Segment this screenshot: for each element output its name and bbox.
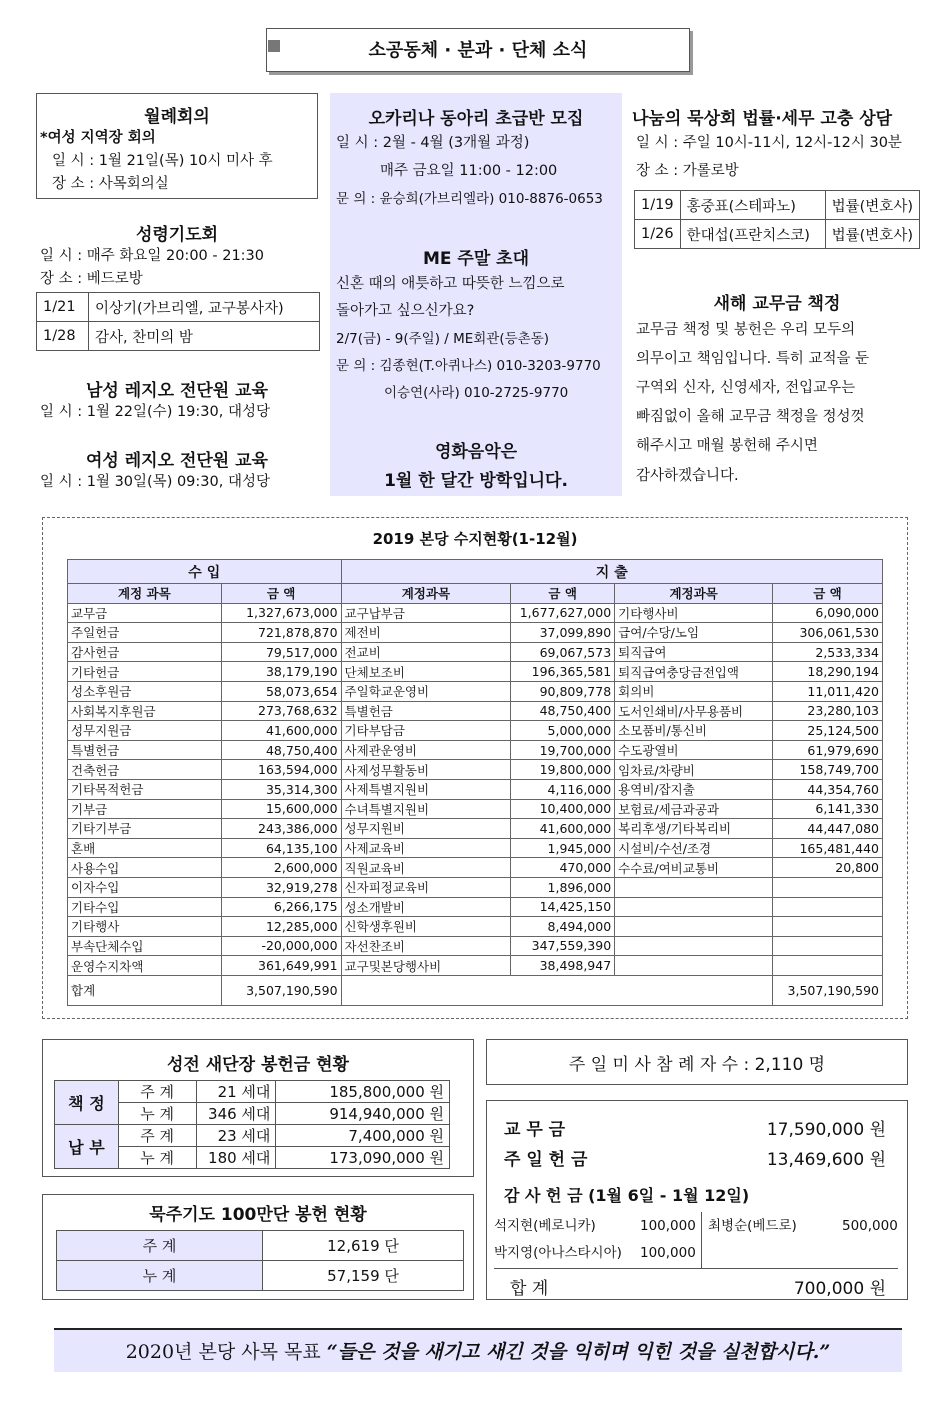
amount-cell: 20,800 [773, 858, 883, 878]
table-row [68, 819, 883, 839]
table-row [68, 603, 883, 623]
amount-cell: 273,768,632 [221, 701, 341, 721]
amount-cell: 35,314,300 [221, 779, 341, 799]
amount-cell: 1,945,000 [511, 838, 615, 858]
me-contact-1: 문 의 : 김종현(T.아퀴나스) 010-3203-9770 [336, 358, 601, 374]
dues-line-2: 의무이고 책임입니다. 특히 교적을 둔 [636, 351, 870, 367]
table-cell: 법률(변호사) [825, 220, 919, 249]
amount-cell: 25,124,500 [773, 721, 883, 741]
amount-cell: 165,481,440 [773, 838, 883, 858]
table-row [68, 897, 883, 917]
ocarina-weekly: 매주 금요일 11:00 - 12:00 [380, 163, 558, 179]
amount-cell: 12,285,000 [221, 917, 341, 937]
me-line-2: 돌아가고 싶으신가요? [336, 303, 475, 319]
table-row [68, 642, 883, 662]
amount-cell: 69,067,573 [511, 642, 615, 662]
amount-cell: 2,600,000 [221, 858, 341, 878]
expense-header: 지 출 [341, 560, 882, 584]
account-cell: 기타행사비 [615, 603, 773, 623]
dues-total-label-text: 교 무 금 [504, 1120, 566, 1140]
table-row [635, 220, 920, 249]
account-cell [615, 897, 773, 917]
amount-cell [773, 897, 883, 917]
amount-cell: 19,700,000 [511, 740, 615, 760]
amount-cell: 306,061,530 [773, 623, 883, 643]
column-header: 계정과목 [341, 584, 511, 604]
account-cell: 용역비/잡지출 [615, 779, 773, 799]
spirit-prayer-time: 일 시 : 매주 화요일 20:00 - 21:30 [40, 248, 265, 264]
legal-time: 일 시 : 주일 10시-11시, 12시-12시 30분 [636, 135, 902, 151]
amount-cell: 19,800,000 [511, 760, 615, 780]
dues-line-5: 해주시고 매월 봉헌해 주시면 [636, 438, 818, 454]
account-cell: 이자수입 [68, 877, 222, 897]
monthly-meeting-title: 월례회의 [144, 107, 210, 127]
account-cell: 기타헌금 [68, 662, 222, 682]
monthly-meeting-sub: *여성 지역장 회의 [40, 130, 156, 146]
account-cell: 복리후생/기타복리비 [615, 819, 773, 839]
table-cell: 법률(변호사) [825, 191, 919, 220]
account-cell: 성소개발비 [341, 897, 511, 917]
spirit-prayer-title: 성령기도회 [135, 225, 219, 245]
account-cell: 퇴직급여충당금전입액 [615, 662, 773, 682]
title-square-icon [268, 40, 280, 52]
account-cell [615, 877, 773, 897]
table-cell: 57,159 단 [263, 1261, 464, 1291]
account-cell: 사용수입 [68, 858, 222, 878]
legal-table [634, 190, 920, 249]
amount-cell: 6,266,175 [221, 897, 341, 917]
table-cell: 1/21 [37, 293, 89, 322]
table-cell: 납 부 [55, 1125, 119, 1169]
account-cell: 소모품비/통신비 [615, 721, 773, 741]
table-row [68, 662, 883, 682]
account-cell: 자선찬조비 [341, 936, 511, 956]
page-title-text: 소공동체 · 분과 · 단체 소식 [368, 40, 588, 61]
table-row [68, 584, 883, 604]
men-legio-title: 남성 레지오 전단원 교육 [86, 381, 268, 401]
account-cell: 신자피정교육비 [341, 877, 511, 897]
table-cell: 누 계 [118, 1103, 196, 1125]
table-cell: 173,090,000 원 [276, 1147, 450, 1169]
table-row [68, 740, 883, 760]
amount-cell: 721,878,870 [221, 623, 341, 643]
amount-cell: 48,750,400 [511, 701, 615, 721]
table-cell: 주 계 [118, 1125, 196, 1147]
dues-line-4: 빠짐없이 올해 교무금 책정을 정성껏 [636, 409, 865, 425]
offering-table [54, 1080, 450, 1169]
table-cell: 주 계 [118, 1081, 196, 1103]
amount-cell: 8,494,000 [511, 917, 615, 937]
income-total: 3,507,190,590 [221, 975, 341, 1005]
account-cell [615, 917, 773, 937]
me-contact-2: 이승연(사라) 010-2725-9770 [384, 385, 569, 401]
choir-line-1: 영화음악은 [434, 442, 518, 462]
expense-total: 3,507,190,590 [773, 975, 883, 1005]
table-row [68, 799, 883, 819]
dues-title: 새해 교무금 책정 [713, 294, 841, 314]
table-row [68, 975, 883, 1005]
account-cell: 보험료/세금과공과 [615, 799, 773, 819]
me-line-1: 신혼 때의 애틋하고 따뜻한 느낌으로 [336, 276, 565, 292]
account-cell: 직원교육비 [341, 858, 511, 878]
amount-cell: 44,354,760 [773, 779, 883, 799]
account-cell: 기타행사 [68, 917, 222, 937]
table-row [68, 721, 883, 741]
monthly-meeting-time: 일 시 : 1월 21일(목) 10시 미사 후 [52, 153, 273, 169]
amount-cell: -20,000,000 [221, 936, 341, 956]
income-header: 수 입 [68, 560, 342, 584]
amount-cell: 196,365,581 [511, 662, 615, 682]
account-cell: 사회복지후원금 [68, 701, 222, 721]
account-cell: 수녀특별지원비 [341, 799, 511, 819]
account-cell: 사제성무활동비 [341, 760, 511, 780]
donor-name: 석지현(베로니카) [494, 1218, 596, 1234]
table-cell: 914,940,000 원 [276, 1103, 450, 1125]
amount-cell: 6,090,000 [773, 603, 883, 623]
thanks-title: 감 사 헌 금 (1월 6일 - 1월 12일) [504, 1186, 750, 1205]
column-header: 계정 과목 [68, 584, 222, 604]
table-cell: 홍중표(스테파노) [680, 191, 825, 220]
rosary-table [56, 1230, 464, 1291]
amount-cell: 41,600,000 [221, 721, 341, 741]
amount-cell: 14,425,150 [511, 897, 615, 917]
account-cell: 혼배 [68, 838, 222, 858]
account-cell: 부속단체수입 [68, 936, 222, 956]
women-legio-time: 일 시 : 1월 30일(목) 09:30, 대성당 [40, 474, 270, 490]
rosary-title: 묵주기도 100만단 봉헌 현황 [149, 1205, 367, 1225]
amount-cell: 15,600,000 [221, 799, 341, 819]
table-cell: 책 정 [55, 1081, 119, 1125]
amount-cell: 11,011,420 [773, 681, 883, 701]
account-cell: 전교비 [341, 642, 511, 662]
table-cell: 7,400,000 원 [276, 1125, 450, 1147]
account-cell: 제전비 [341, 623, 511, 643]
donor-list [494, 1212, 898, 1268]
donor-name: 최병순(베드로) [708, 1218, 797, 1234]
table-row [68, 560, 883, 584]
account-cell: 성소후원금 [68, 681, 222, 701]
account-cell: 감사헌금 [68, 642, 222, 662]
account-cell: 신학생후원비 [341, 917, 511, 937]
table-row [37, 322, 320, 351]
page-title [266, 28, 690, 72]
account-cell: 임차료/차량비 [615, 760, 773, 780]
legal-place: 장 소 : 가롤로방 [636, 163, 739, 179]
account-cell: 특별헌금 [68, 740, 222, 760]
table-row [68, 956, 883, 976]
table-row [68, 681, 883, 701]
account-cell: 사제특별지원비 [341, 779, 511, 799]
table-cell: 감사, 찬미의 밤 [89, 322, 320, 351]
finance-title: 2019 본당 수지현황(1-12월) [372, 530, 578, 548]
amount-cell: 48,750,400 [221, 740, 341, 760]
table-cell: 12,619 단 [263, 1231, 464, 1261]
table-cell: 누 계 [118, 1147, 196, 1169]
table-row [57, 1231, 464, 1261]
account-cell: 기타수입 [68, 897, 222, 917]
dues-line-1: 교무금 책정 및 봉헌은 우리 모두의 [636, 322, 856, 338]
donor-amount: 100,000 [640, 1245, 696, 1261]
attendance-text: 주 일 미 사 참 례 자 수 : 2,110 명 [568, 1055, 826, 1075]
sunday-total-label: 주 일 헌 금 [504, 1150, 588, 1170]
amount-cell: 1,896,000 [511, 877, 615, 897]
table-cell: 누 계 [57, 1261, 263, 1291]
account-cell: 단체보조비 [341, 662, 511, 682]
table-row [68, 858, 883, 878]
table-cell: 346 세대 [196, 1103, 276, 1125]
account-cell: 퇴직급여 [615, 642, 773, 662]
account-cell: 교무금 [68, 603, 222, 623]
amount-cell [773, 917, 883, 937]
account-cell: 기타부담금 [341, 721, 511, 741]
amount-cell: 32,919,278 [221, 877, 341, 897]
thanks-sum-value: 700,000 원 [793, 1279, 886, 1299]
amount-cell: 41,600,000 [511, 819, 615, 839]
account-cell: 기타목적헌금 [68, 779, 222, 799]
dues-label-spread [504, 1115, 732, 1140]
donor-amount: 500,000 [842, 1218, 898, 1234]
column-header: 계정과목 [615, 584, 773, 604]
me-title: ME 주말 초대 [422, 249, 530, 269]
account-cell: 건축헌금 [68, 760, 222, 780]
ocarina-title: 오카리나 동아리 초급반 모집 [368, 109, 584, 129]
account-cell: 사제교육비 [341, 838, 511, 858]
amount-cell: 2,533,334 [773, 642, 883, 662]
ocarina-contact: 문 의 : 윤승희(가브리엘라) 010-8876-0653 [336, 191, 603, 207]
sunday-total-value: 13,469,600 원 [766, 1150, 886, 1170]
pastoral-motto [54, 1328, 902, 1372]
table-cell [341, 975, 772, 1005]
amount-cell: 163,594,000 [221, 760, 341, 780]
account-cell: 기타기부금 [68, 819, 222, 839]
amount-cell: 4,116,000 [511, 779, 615, 799]
account-cell: 성무지원비 [341, 819, 511, 839]
legal-title: 나눔의 묵상회 법률·세무 고충 상담 [632, 109, 893, 129]
total-label: 합계 [68, 975, 222, 1005]
table-cell: 이상기(가브리엘, 교구봉사자) [89, 293, 320, 322]
donor-amount: 100,000 [640, 1218, 696, 1234]
table-row [57, 1261, 464, 1291]
table-row [68, 936, 883, 956]
table-row [68, 623, 883, 643]
amount-cell: 64,135,100 [221, 838, 341, 858]
dues-total-value: 17,590,000 원 [766, 1120, 886, 1140]
ocarina-time: 일 시 : 2월 - 4월 (3개월 과정) [336, 135, 530, 151]
table-row [68, 779, 883, 799]
donor-name: 박지영(아나스타시아) [494, 1245, 622, 1261]
motto-prefix: 2020년 본당 사목 목표 [125, 1341, 321, 1363]
account-cell: 운영수지차액 [68, 956, 222, 976]
table-row [68, 877, 883, 897]
account-cell: 주일헌금 [68, 623, 222, 643]
column-header: 금 액 [221, 584, 341, 604]
table-row [68, 838, 883, 858]
table-cell: 주 계 [57, 1231, 263, 1261]
amount-cell: 58,073,654 [221, 681, 341, 701]
offering-title: 성전 새단장 봉헌금 현황 [167, 1055, 349, 1075]
amount-cell: 61,979,690 [773, 740, 883, 760]
amount-cell: 37,099,890 [511, 623, 615, 643]
amount-cell: 79,517,000 [221, 642, 341, 662]
amount-cell: 38,179,190 [221, 662, 341, 682]
amount-cell: 470,000 [511, 858, 615, 878]
amount-cell: 6,141,330 [773, 799, 883, 819]
account-cell: 시설비/수선/조경 [615, 838, 773, 858]
amount-cell: 347,559,390 [511, 936, 615, 956]
amount-cell: 1,327,673,000 [221, 603, 341, 623]
account-cell: 주일학교운영비 [341, 681, 511, 701]
account-cell: 수수료/여비교통비 [615, 858, 773, 878]
table-row [68, 760, 883, 780]
amount-cell [773, 877, 883, 897]
amount-cell: 90,809,778 [511, 681, 615, 701]
table-cell: 185,800,000 원 [276, 1081, 450, 1103]
table-cell: 21 세대 [196, 1081, 276, 1103]
column-header: 금 액 [773, 584, 883, 604]
table-row [55, 1081, 450, 1103]
amount-cell: 158,749,700 [773, 760, 883, 780]
amount-cell [773, 936, 883, 956]
account-cell: 교구및본당행사비 [341, 956, 511, 976]
amount-cell: 18,290,194 [773, 662, 883, 682]
table-cell: 23 세대 [196, 1125, 276, 1147]
amount-cell [773, 956, 883, 976]
table-row [68, 701, 883, 721]
me-dates: 2/7(금) - 9(주일) / ME회관(등촌동) [336, 331, 550, 347]
account-cell: 기부금 [68, 799, 222, 819]
amount-cell: 44,447,080 [773, 819, 883, 839]
amount-cell: 243,386,000 [221, 819, 341, 839]
spirit-prayer-table [36, 292, 320, 351]
amount-cell: 1,677,627,000 [511, 603, 615, 623]
thanks-sum-label: 합 계 [510, 1279, 549, 1299]
amount-cell: 361,649,991 [221, 956, 341, 976]
table-row [55, 1125, 450, 1147]
column-header: 금 액 [511, 584, 615, 604]
table-row [635, 191, 920, 220]
table-cell: 180 세대 [196, 1147, 276, 1169]
women-legio-title: 여성 레지오 전단원 교육 [86, 451, 268, 471]
account-cell: 회의비 [615, 681, 773, 701]
account-cell: 교구납부금 [341, 603, 511, 623]
amount-cell: 23,280,103 [773, 701, 883, 721]
amount-cell: 38,498,947 [511, 956, 615, 976]
men-legio-time: 일 시 : 1월 22일(수) 19:30, 대성당 [40, 404, 270, 420]
account-cell [615, 936, 773, 956]
monthly-meeting-place: 장 소 : 사목회의실 [52, 176, 169, 192]
table-cell: 한대섭(프란치스코) [680, 220, 825, 249]
account-cell [615, 956, 773, 976]
finance-table [67, 559, 883, 1006]
account-cell: 급여/수당/노임 [615, 623, 773, 643]
sum-divider [494, 1268, 898, 1269]
table-cell: 1/28 [37, 322, 89, 351]
table-cell: 1/26 [635, 220, 681, 249]
dues-line-3: 구역외 신자, 신영세자, 전입교우는 [636, 380, 856, 396]
dues-total-label [504, 1115, 732, 1140]
spirit-prayer-place: 장 소 : 베드로방 [40, 271, 143, 287]
amount-cell: 10,400,000 [511, 799, 615, 819]
table-row [37, 293, 320, 322]
choir-line-2: 1월 한 달간 방학입니다. [384, 471, 568, 491]
table-cell: 1/19 [635, 191, 681, 220]
account-cell: 도서인쇄비/사무용품비 [615, 701, 773, 721]
dues-line-6: 감사하겠습니다. [636, 468, 739, 484]
account-cell: 성무지원금 [68, 721, 222, 741]
account-cell: 사제관운영비 [341, 740, 511, 760]
account-cell: 특별헌금 [341, 701, 511, 721]
amount-cell: 5,000,000 [511, 721, 615, 741]
account-cell: 수도광열비 [615, 740, 773, 760]
table-row [68, 917, 883, 937]
motto-quote: “들은 것을 새기고 새긴 것을 익히며 익힌 것을 실천합시다.” [326, 1341, 831, 1363]
